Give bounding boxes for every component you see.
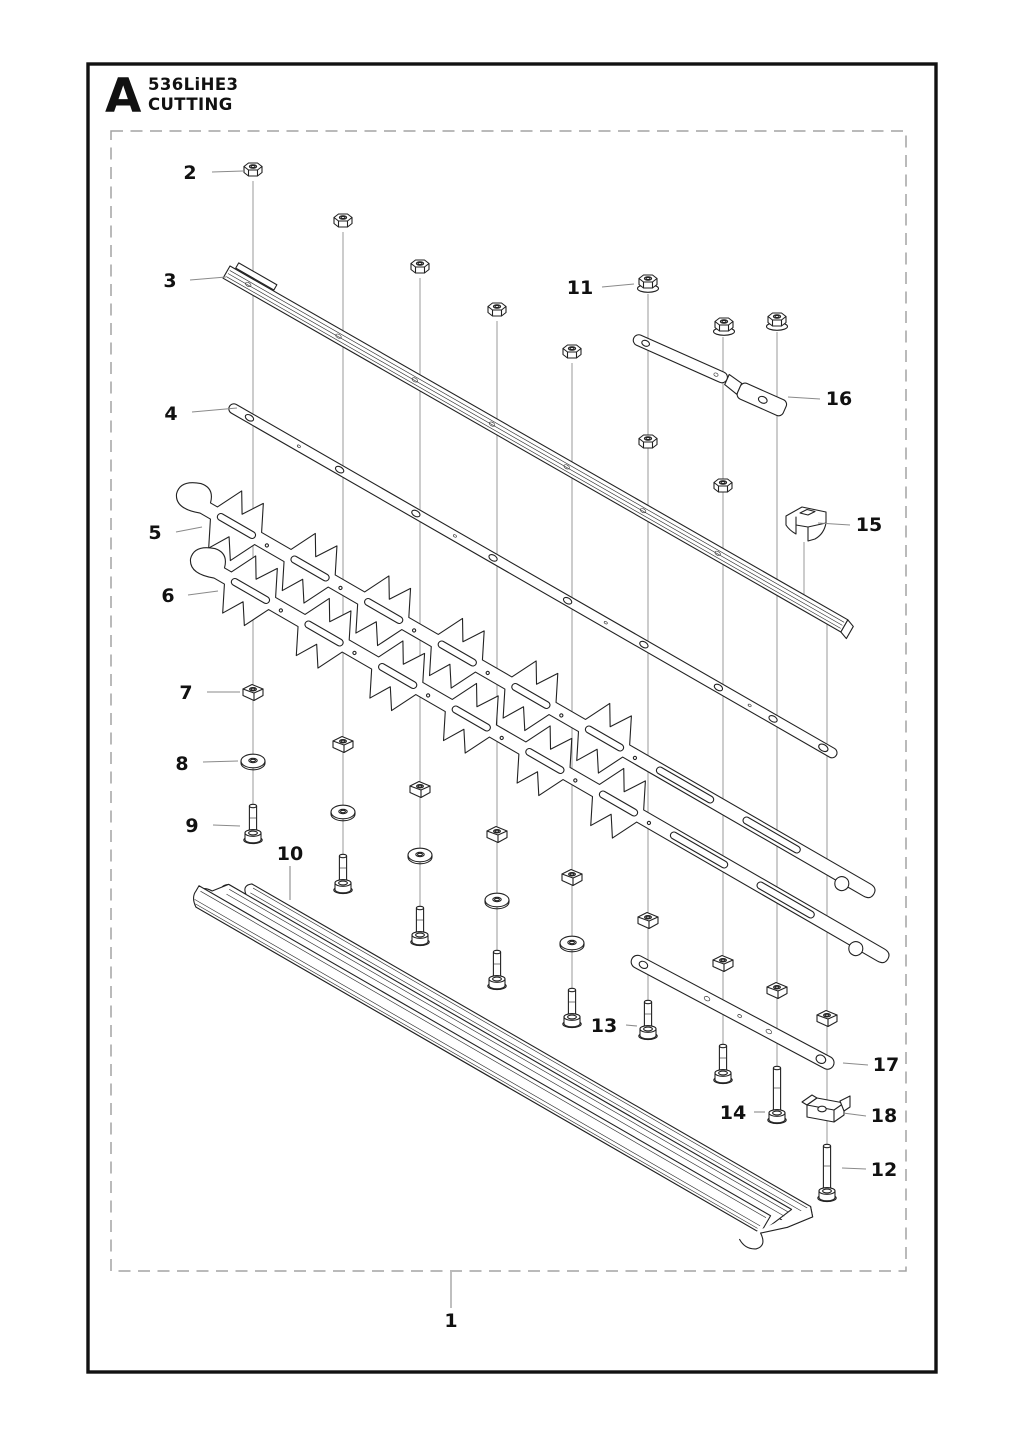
callout-14: 14 [719,1102,747,1124]
part-18-clamp [802,1095,850,1122]
hex-nut-icon [411,260,429,273]
square-nut-icon [817,1011,837,1027]
part-17-support-strip [629,953,836,1072]
callout-4: 4 [164,403,178,425]
header-title: CUTTING [148,95,233,114]
washer-icon [560,936,584,952]
washer-icon [485,893,509,909]
part-13-bolt [639,1000,657,1039]
bolt-icon [714,1044,732,1083]
part-11-flange-nut [638,275,659,292]
callout-12: 12 [870,1159,898,1181]
hex-nut-icon [639,435,657,448]
part-5-upper-blade [160,463,890,922]
callout-7: 7 [179,682,193,704]
hex-nut-icon [563,345,581,358]
header-model: 536LiHE3 [148,75,239,94]
callout-18: 18 [870,1105,898,1127]
callout-9: 9 [185,815,199,837]
hex-nut-icon [714,479,732,492]
bolt-icon [488,950,506,989]
square-nut-icon [487,827,507,843]
bolt-icon [411,906,429,945]
flange-nut-icon [767,313,788,330]
callout-3: 3 [163,270,177,292]
part-9-bolt [244,804,262,843]
square-nut-icon [333,737,353,753]
callout-13: 13 [590,1015,618,1037]
part-7-square-nut [243,685,263,701]
hex-nut-icon [488,303,506,316]
bolt-icon [563,988,581,1027]
part-14-bolt [768,1066,786,1123]
callout-2: 2 [183,162,197,184]
callout-11: 11 [566,277,594,299]
square-nut-icon [410,782,430,798]
part-12-bolt [818,1144,836,1201]
hex-nut-icon [334,214,352,227]
square-nut-icon [767,983,787,999]
fasteners [241,163,837,1202]
callout-17: 17 [872,1054,900,1076]
part-15-clip [786,507,826,541]
part-16-bracket [629,333,789,417]
callout-10: 10 [276,843,304,865]
part-8-washer [241,754,265,770]
callout-6: 6 [161,585,175,607]
header-section-letter: A [105,69,142,124]
callout-16: 16 [825,388,853,410]
callout-8: 8 [175,753,189,775]
callout-1: 1 [444,1310,458,1332]
callout-15: 15 [855,514,883,536]
washer-icon [331,805,355,821]
part-2-nut [244,163,262,176]
washer-icon [408,848,432,864]
square-nut-icon [713,956,733,972]
square-nut-icon [562,870,582,886]
bolt-icon [334,854,352,893]
square-nut-icon [638,913,658,929]
callout-5: 5 [148,522,162,544]
page-border [88,64,936,1372]
assembly-lines [253,181,827,1144]
flange-nut-icon [714,318,735,335]
